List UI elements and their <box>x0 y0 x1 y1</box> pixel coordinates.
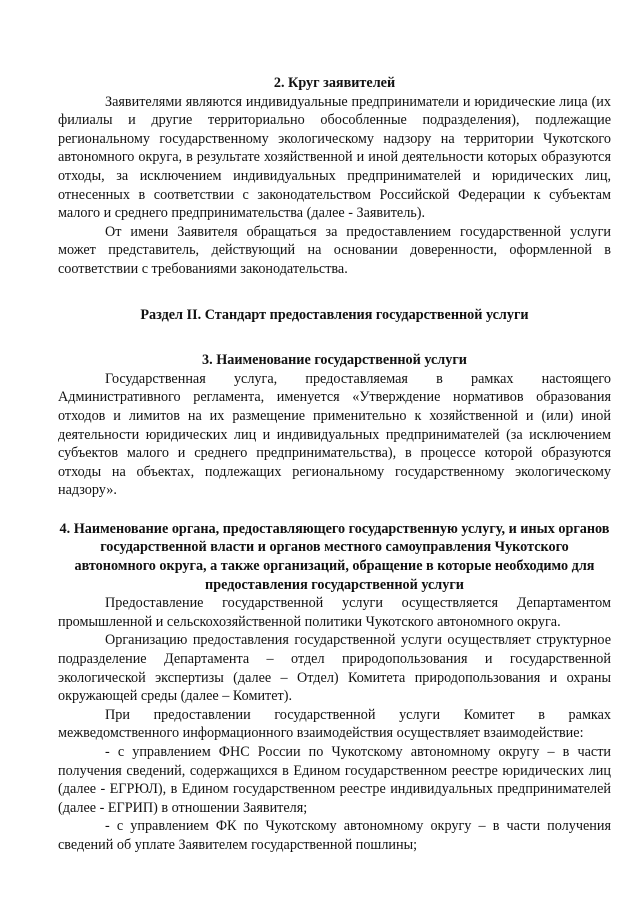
section-2-paragraph-2: От имени Заявителя обращаться за предоставлением государственной услуги может представитель, действующий на основании доверенности, оформленной в соответствии с требованиями законодательства. <box>58 223 611 277</box>
section-4-paragraph-4: - с управлением ФНС России по Чукотскому автономному округу – в части получения сведений, содержащихся в Едином государственном реестре юридических лиц (далее - ЕГРЮЛ), в Едином государственном реестре индивидуальных предпринимателей (далее - ЕГРИП) в отношении Заявителя; <box>58 744 611 816</box>
document-page <box>58 74 611 855</box>
section-2-paragraph-1: Заявителями являются индивидуальные предприниматели и юридические лица (их филиалы и другие территориально обособленные подразделения), подлежащие региональному государственному экологическому надзору на территории Чукотского автономного округа, в результате хозяйственной и иной деятельности которых образуются отходы, за исключением индивидуальных предпринимателей и юридических лиц, отнесенных в соответствии с законодательством Российской Федерации к субъектам малого и среднего предпринимательства (далее - Заявитель). <box>58 93 611 222</box>
section-4-paragraph-2: Организацию предоставления государственной услуги осуществляет структурное подразделение Департамента – отдел природопользования и государственной экологической экспертизы (далее – Отдел) Комитета природопользования и охраны окружающей среды (далее – Комитет). <box>58 632 611 705</box>
part-2-heading: Раздел II. Стандарт предоставления государственной услуги <box>140 306 529 323</box>
section-4-heading: 4. Наименование органа, предоставляющего государственную услугу, и иных органов государственной власти и органов местного самоуправления Чукотского автономного округа, а также организаций, обращение в которые необходимо для предоставления государственной услуги <box>59 520 610 593</box>
section-3-paragraph-1: Государственная услуга, предоставляемая в рамках настоящего Административного регламента, именуется «Утверждение нормативов образования отходов и лимитов на их размещение применительно к хозяйственной и (или) иной деятельности юридических лиц и индивидуальных предпринимателей (за исключением субъектов малого и среднего предпринимательства), в процессе которой образуются отходы на объектах, подлежащих региональному государственному экологическому надзору». <box>58 370 611 499</box>
section-4-paragraph-5: - с управлением ФК по Чукотскому автономному округу – в части получения сведений об уплате Заявителем государственной пошлины; <box>58 818 611 853</box>
section-2-heading: 2. Круг заявителей <box>273 75 396 91</box>
section-4-paragraph-1: Предоставление государственной услуги осуществляется Департаментом промышленной и сельскохозяйственной политики Чукотского автономного округа. <box>58 595 611 630</box>
section-4-paragraph-3: При предоставлении государственной услуги Комитет в рамках межведомственного информационного взаимодействия осуществляет взаимодействие: <box>58 706 611 742</box>
section-3-heading: 3. Наименование государственной услуги <box>202 352 467 369</box>
